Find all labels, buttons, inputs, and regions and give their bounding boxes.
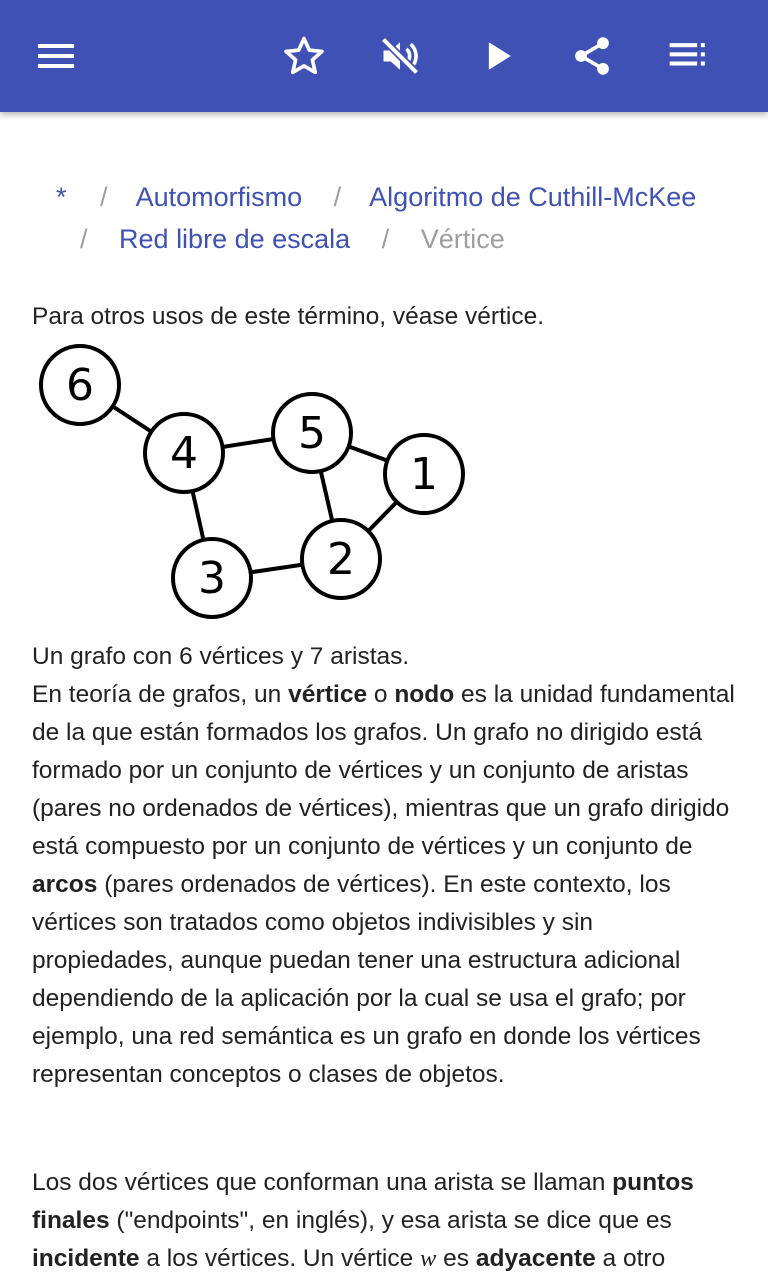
app-toolbar — [0, 0, 768, 112]
breadcrumb-item-red-libre-de-escala[interactable]: Red libre de escala — [119, 224, 351, 254]
favorite-button[interactable] — [274, 26, 334, 86]
breadcrumb-line-2 — [80, 218, 505, 260]
breadcrumb-separator: / — [100, 182, 108, 212]
bold-term-nodo: nodo — [394, 681, 455, 708]
graph-node-label: 5 — [298, 408, 326, 459]
breadcrumb-separator: / — [333, 182, 342, 212]
breadcrumb-line-1 — [56, 176, 696, 218]
italic-variable-w: w — [420, 1245, 437, 1272]
graph-node-label: 4 — [170, 428, 198, 479]
graph-node-label: 1 — [410, 449, 438, 500]
star-outline-icon — [282, 34, 326, 78]
breadcrumb-item-root[interactable]: * — [56, 182, 67, 212]
text-run: En teoría de grafos, un — [32, 681, 289, 708]
play-icon — [476, 34, 520, 78]
figure-caption: Un grafo con 6 vértices y 7 aristas. — [32, 643, 410, 670]
paragraph-endpoints — [32, 1164, 738, 1278]
bold-term-incidente: incidente — [32, 1245, 140, 1272]
playlist-button[interactable] — [658, 26, 718, 86]
graph-node-label: 3 — [198, 553, 226, 604]
text-run: Los dos vértices que conforman una arista se llaman — [32, 1169, 613, 1196]
text-run: ("endpoints", en inglés), y esa arista se dice que es — [109, 1207, 672, 1234]
graph-node-label: 6 — [66, 360, 94, 411]
paragraph-definition — [32, 676, 738, 1094]
play-button[interactable] — [468, 26, 528, 86]
mute-button[interactable] — [370, 26, 430, 86]
share-button[interactable] — [562, 26, 622, 86]
text-run: (pares ordenados de vértices). En este contexto, los vértices son tratados como objetos indivisibles y sin propiedades, aunque puedan tener una estructura adicional dependiendo de la aplicación por la cual se usa el grafo; por ejemplo, una red semántica es un grafo en donde los vértices representan conceptos o clases de objetos. — [32, 871, 701, 1088]
bold-term-vertice: vértice — [288, 681, 368, 708]
graph-figure — [32, 340, 472, 630]
share-icon — [570, 34, 614, 78]
playlist-icon — [666, 34, 710, 78]
breadcrumb-item-automorfismo[interactable]: Automorfismo — [135, 182, 303, 212]
menu-button[interactable] — [26, 26, 86, 86]
hamburger-menu-icon — [36, 36, 76, 76]
text-run: a otro — [595, 1245, 666, 1272]
graph-node-label: 2 — [327, 534, 355, 585]
text-run: a los vértices. Un vértice — [139, 1245, 421, 1272]
breadcrumb-separator: / — [381, 224, 390, 254]
text-run: es la unidad fundamental de la que están formados los grafos. Un grafo no dirigido está formado por un conjunto de vértices y un conjunto de aristas (pares no ordenados de vértices), mientras que un grafo dirigido está compuesto por un conjunto de vértices y un conjunto de — [32, 681, 735, 860]
breadcrumb-separator: / — [80, 224, 88, 254]
volume-off-icon — [378, 34, 422, 78]
hatnote: Para otros usos de este término, véase vértice. — [32, 303, 545, 330]
breadcrumb-current: Vértice — [420, 224, 505, 254]
article-body-2 — [32, 1164, 738, 1278]
article-hatnote-block — [32, 298, 738, 336]
bold-term-puntos-finales: puntos finales — [32, 1169, 694, 1234]
bold-term-arcos: arcos — [32, 871, 98, 898]
text-run: es — [436, 1245, 476, 1272]
text-run: o — [367, 681, 395, 708]
breadcrumb-item-cuthill-mckee[interactable]: Algoritmo de Cuthill-McKee — [369, 182, 697, 212]
bold-term-adyacente: adyacente — [475, 1245, 596, 1272]
article-body — [32, 638, 738, 1094]
